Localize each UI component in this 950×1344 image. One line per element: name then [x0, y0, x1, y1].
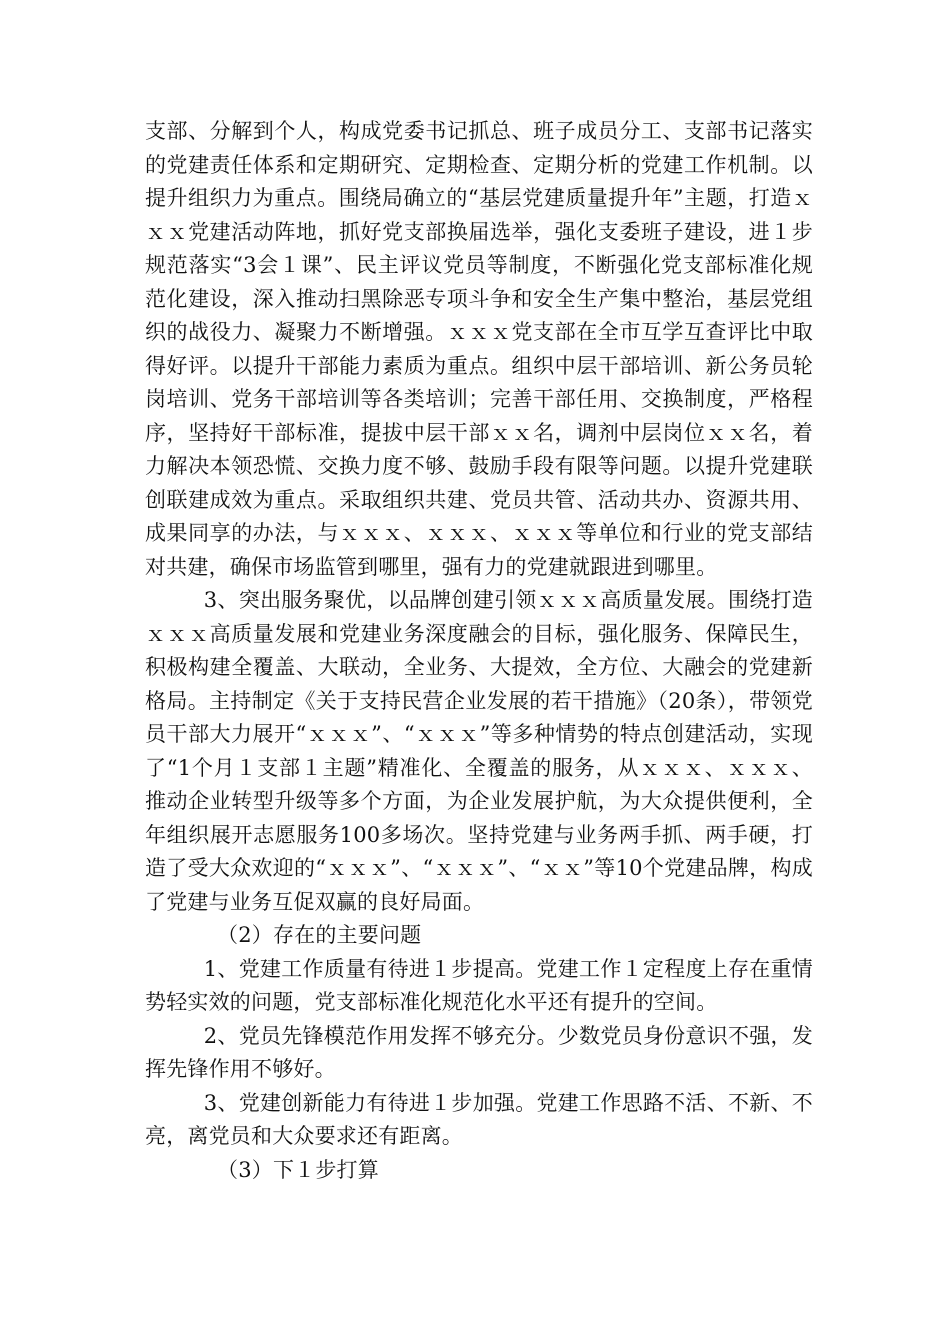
paragraph-problem-quality: 1、党建工作质量有待进１步提高。党建工作１定程度上存在重情势轻实效的问题，党支部标准化规范化水平还有提升的空间。	[145, 956, 813, 1014]
document-page	[145, 115, 813, 1187]
paragraph-service-brand-creation: 3、突出服务聚优，以品牌创建引领ｘｘｘ高质量发展。围绕打造ｘｘｘ高质量发展和党建业务深度融会的目标，强化服务、保障民生，积极构建全覆盖、大联动，全业务、大提效，全方位、大融会的党建新格局。主持制定《关于支持民营企业发展的若干措施》（20条），带领党员干部大力展开“ｘｘｘ”、“ｘｘｘ”等多种情势的特点创建活动，实现了“1个月１支部１主题”精准化、全覆盖的服务，从ｘｘｘ、ｘｘｘ、推动企业转型升级等多个方面，为企业发展护航，为大众提供便利，全年组织展开志愿服务100多场次。坚持党建与业务两手抓、两手硬，打造了受大众欢迎的“ｘｘｘ”、“ｘｘｘ”、“ｘｘ”等10个党建品牌，构成了党建与业务互促双赢的良好局面。	[145, 588, 813, 914]
section-heading-main-problems: （2）存在的主要问题	[217, 923, 422, 947]
paragraph-party-building-responsibility: 支部、分解到个人，构成党委书记抓总、班子成员分工、支部书记落实的党建责任体系和定期研究、定期检查、定期分析的党建工作机制。以提升组织力为重点。围绕局确立的“基层党建质量提升年”主题，打造ｘｘｘ党建活动阵地，抓好党支部换届选举，强化支委班子建设，进１步规范落实“3会１课”、民主评议党员等制度，不断强化党支部标准化规范化建设，深入推动扫黑除恶专项斗争和安全生产集中整治，基层党组织的战役力、凝聚力不断增强。ｘｘｘ党支部在全市互学互查评比中取得好评。以提升干部能力素质为重点。组织中层干部培训、新公务员轮岗培训、党务干部培训等各类培训；完善干部任用、交换制度，严格程序，坚持好干部标准，提拔中层干部ｘｘ名，调剂中层岗位ｘｘ名，着力解决本领恐慌、交换力度不够、鼓励手段有限等问题。以提升党建联创联建成效为重点。采取组织共建、党员共管、活动共办、资源共用、成果同享的办法，与ｘｘｘ、ｘｘｘ、ｘｘｘ等单位和行业的党支部结对共建，确保市场监管到哪里，强有力的党建就跟进到哪里。	[145, 119, 813, 579]
paragraph-problem-vanguard-role: 2、党员先锋模范作用发挥不够充分。少数党员身份意识不强，发挥先锋作用不够好。	[145, 1023, 813, 1081]
paragraph-problem-innovation: 3、党建创新能力有待进１步加强。党建工作思路不活、不新、不亮，离党员和大众要求还有距离。	[145, 1090, 813, 1148]
section-heading-next-steps: （3）下１步打算	[217, 1157, 379, 1182]
